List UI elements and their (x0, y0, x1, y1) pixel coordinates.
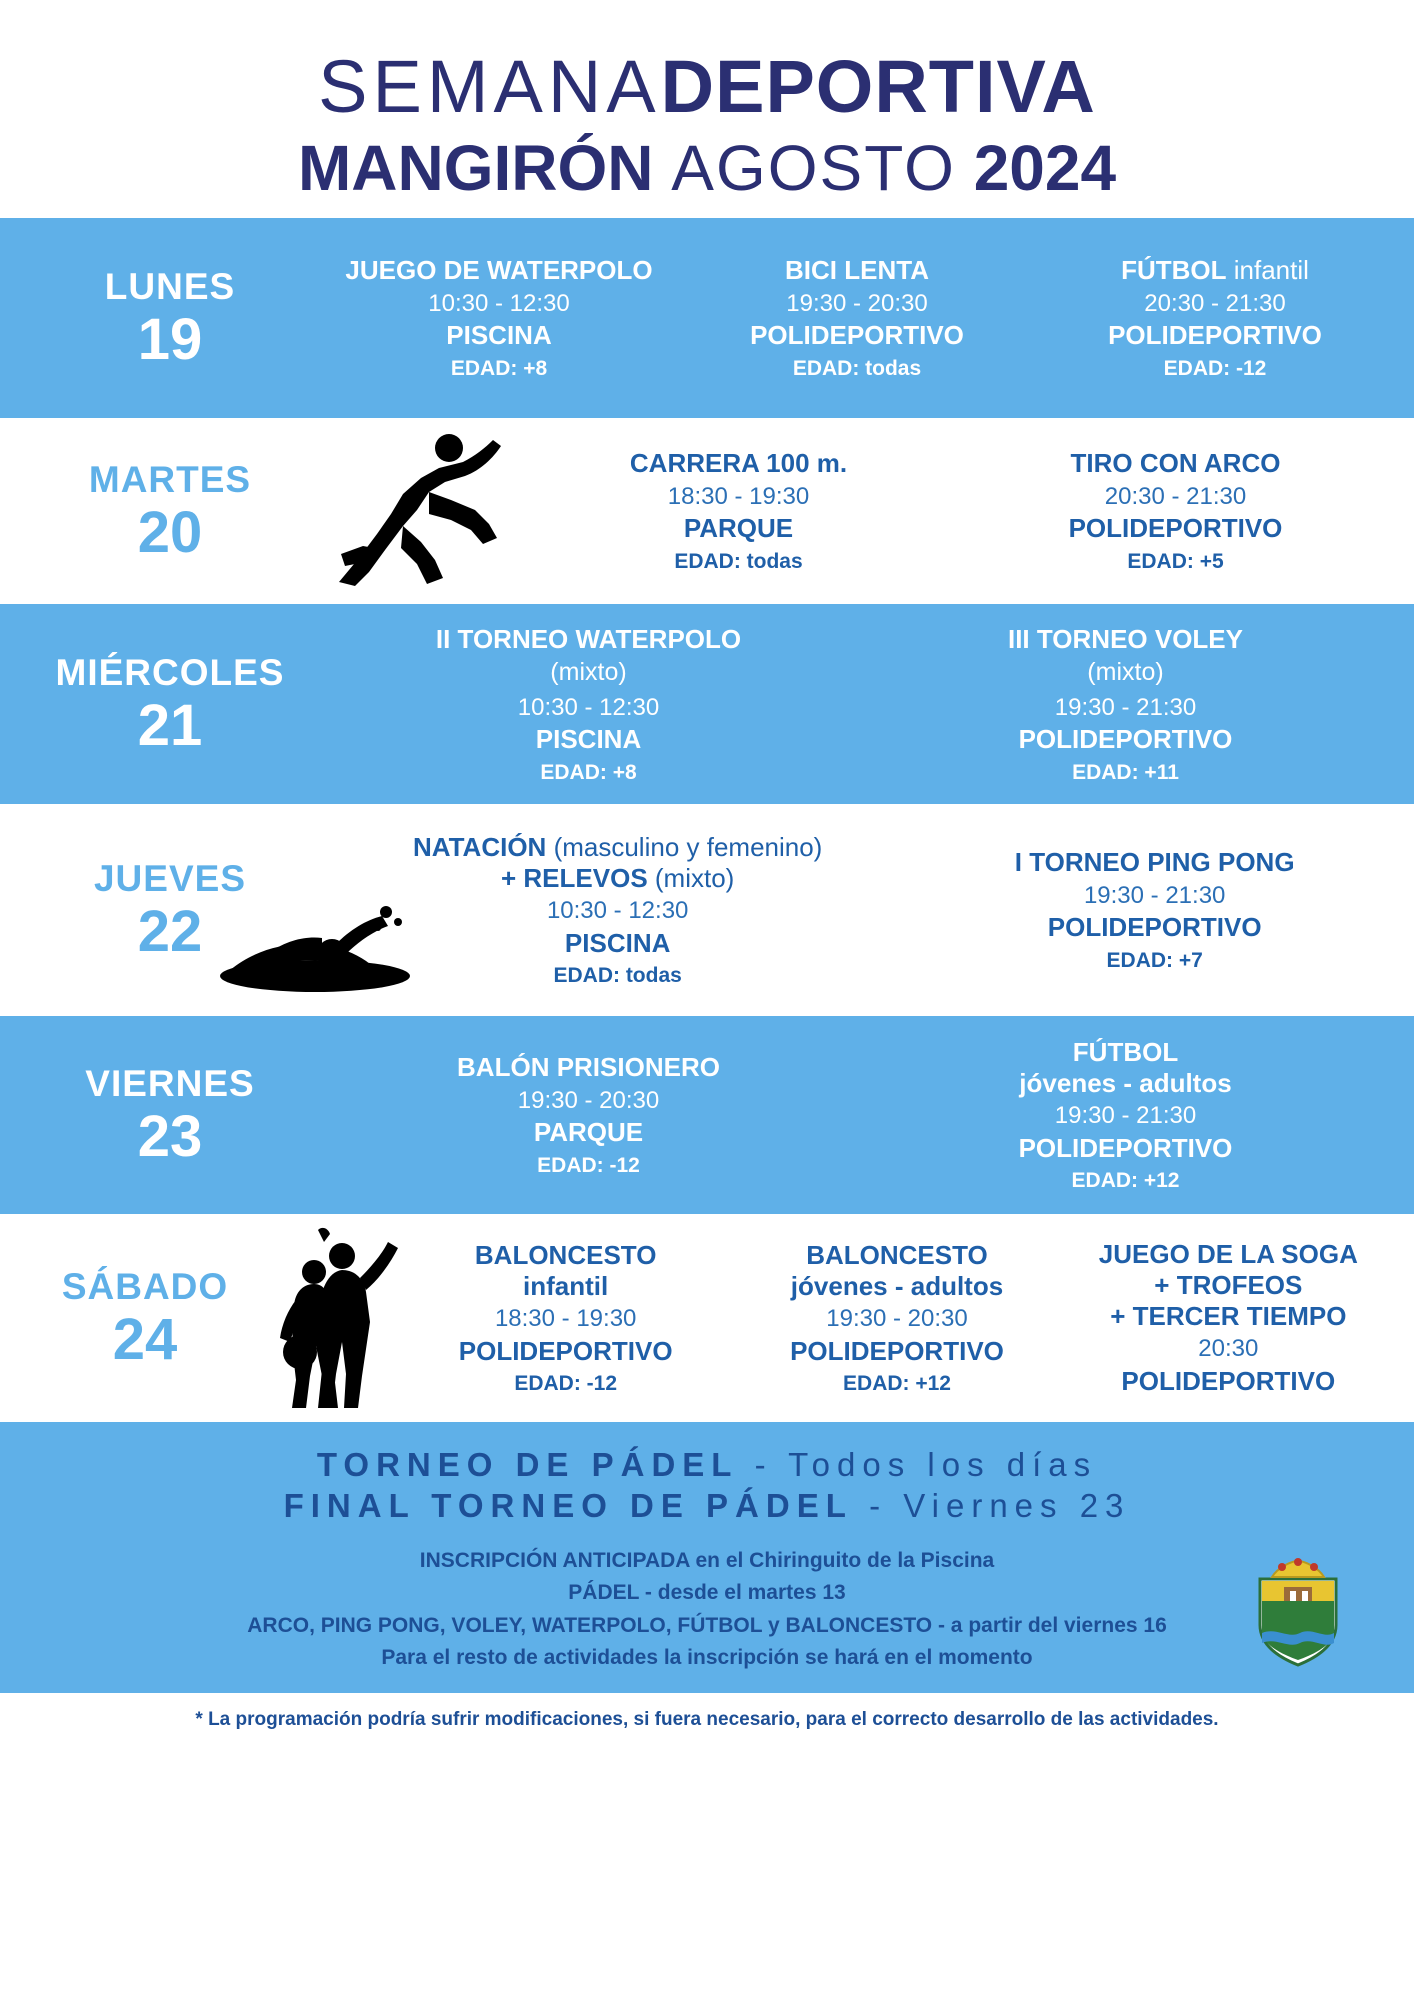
subtitle-mangiron: MANGIRÓN (297, 132, 654, 204)
event-title-second: + TROFEOS (1154, 1269, 1303, 1300)
day-row (0, 804, 1414, 1016)
padel-sub-1: - Todos los días (738, 1446, 1098, 1483)
event-title: II TORNEO WATERPOLO (435, 623, 742, 654)
event-time: 18:30 - 19:30 (494, 1305, 637, 1333)
event-age: EDAD: todas (674, 549, 803, 573)
padel-info (0, 1545, 1414, 1675)
event-card (320, 1052, 857, 1177)
event-card (1036, 255, 1394, 380)
event-place: POLIDEPORTIVO (1018, 724, 1233, 755)
day-number: 19 (137, 306, 203, 372)
day-label-lunes (20, 265, 320, 372)
event-age: EDAD: +11 (1072, 760, 1179, 784)
event-time: 19:30 - 21:30 (1054, 693, 1197, 721)
title-semana: SEMANA (318, 45, 661, 128)
day-events (400, 1239, 1394, 1397)
coat-of-arms-icon (1248, 1557, 1348, 1669)
page-subtitle (0, 132, 1414, 204)
event-title-sub: infantil (523, 1270, 609, 1301)
day-row (0, 604, 1414, 804)
event-age: EDAD: +5 (1127, 549, 1224, 573)
padel-title-2: FINAL TORNEO DE PÁDEL (283, 1487, 853, 1525)
day-name: SÁBADO (61, 1265, 229, 1307)
footnote: * La programación podría sufrir modificaciones, si fuera necesario, para el correcto desarrollo de las actividades. (0, 1693, 1414, 1743)
event-age: EDAD: -12 (1163, 356, 1267, 380)
event-title-third: + TERCER TIEMPO (1110, 1300, 1347, 1331)
event-title2-sub: (mixto) (647, 862, 735, 893)
event-title: BALONCESTO (474, 1240, 657, 1271)
title-deportiva: DEPORTIVA (660, 45, 1096, 128)
event-subtitle: (mixto) (550, 658, 627, 687)
day-label-martes (20, 458, 320, 565)
event-time: 19:30 - 21:30 (1054, 1102, 1197, 1130)
event-card (857, 624, 1394, 785)
event-place: POLIDEPORTIVO (458, 1335, 673, 1366)
event-time: 10:30 - 12:30 (428, 290, 570, 318)
day-events (320, 1037, 1394, 1193)
day-label-sabado (20, 1265, 270, 1372)
padel-title-1: TORNEO DE PÁDEL (316, 1446, 739, 1483)
day-row (0, 418, 1414, 604)
event-place: PISCINA (564, 927, 671, 958)
day-number: 21 (137, 692, 203, 758)
event-age: EDAD: -12 (537, 1153, 640, 1177)
subtitle-year: 2024 (973, 132, 1117, 204)
event-title: III TORNEO VOLEY (1007, 623, 1243, 654)
event-title-sub: jóvenes - adultos (1019, 1067, 1232, 1098)
event-title2-main: + RELEVOS (501, 862, 648, 893)
event-card (320, 832, 915, 988)
day-row (0, 218, 1414, 418)
day-number: 20 (137, 499, 203, 565)
event-title: JUEGO DE WATERPOLO (345, 255, 653, 286)
event-title-sub: (masculino y femenino) (546, 832, 823, 863)
subtitle-agosto: AGOSTO (671, 132, 956, 204)
event-title: TIRO CON ARCO (1070, 448, 1281, 479)
event-place: PISCINA (535, 724, 642, 755)
day-row (0, 1016, 1414, 1214)
event-card (1063, 1239, 1394, 1397)
event-card (915, 847, 1394, 972)
padel-sub-2: - Viernes 23 (852, 1487, 1131, 1525)
event-card (957, 448, 1394, 573)
day-events (320, 624, 1394, 785)
poster-header (0, 0, 1414, 218)
basketball-silhouette-icon (270, 1226, 400, 1411)
padel-info-line: ARCO, PING PONG, VOLEY, WATERPOLO, FÚTBOL y BALONCESTO - a partir del viernes 16 (247, 1613, 1167, 1637)
event-title-sub: infantil (1226, 255, 1309, 286)
padel-section (0, 1422, 1414, 1693)
event-title: I TORNEO PING PONG (1014, 847, 1295, 878)
event-time: 19:30 - 20:30 (786, 290, 928, 318)
event-card (520, 448, 957, 573)
event-age: EDAD: +7 (1106, 948, 1203, 972)
event-card (320, 624, 857, 785)
event-subtitle: (mixto) (1087, 658, 1164, 687)
event-card (678, 255, 1036, 380)
day-events (320, 255, 1394, 380)
event-place: PISCINA (446, 320, 552, 351)
event-card (731, 1240, 1062, 1396)
event-title (326, 832, 909, 863)
event-time: 10:30 - 12:30 (546, 897, 689, 925)
event-title: BALÓN PRISIONERO (457, 1052, 720, 1083)
day-events (520, 448, 1394, 573)
day-number: 22 (137, 898, 203, 964)
event-age: EDAD: +8 (540, 760, 637, 784)
event-place: PARQUE (533, 1117, 644, 1148)
event-title: CARRERA 100 m. (629, 448, 848, 479)
event-time: 18:30 - 19:30 (667, 483, 810, 511)
event-card (400, 1240, 731, 1396)
event-card (320, 255, 678, 380)
event-time: 19:30 - 20:30 (826, 1305, 968, 1333)
event-place: POLIDEPORTIVO (790, 1335, 1004, 1366)
day-name: MARTES (88, 458, 252, 500)
event-age: EDAD: -12 (514, 1371, 617, 1395)
day-label-viernes (20, 1062, 320, 1169)
padel-info-line: Para el resto de actividades la inscripción se hará en el momento (381, 1646, 1033, 1670)
padel-line-2 (0, 1485, 1414, 1526)
event-title: BALONCESTO (806, 1240, 988, 1271)
event-age: EDAD: todas (792, 356, 922, 380)
page-title (0, 45, 1414, 128)
event-time: 19:30 - 21:30 (1083, 882, 1226, 910)
event-place: POLIDEPORTIVO (1047, 912, 1262, 943)
day-events (320, 832, 1394, 988)
day-number: 24 (112, 1306, 178, 1372)
event-time: 19:30 - 20:30 (517, 1087, 660, 1115)
event-place: POLIDEPORTIVO (1018, 1132, 1233, 1163)
event-place: POLIDEPORTIVO (1068, 513, 1283, 544)
event-title (1042, 255, 1388, 286)
day-name: VIERNES (85, 1062, 255, 1104)
event-age: EDAD: +12 (1071, 1168, 1180, 1192)
day-label-miercoles (20, 651, 320, 758)
event-time: 20:30 (1198, 1335, 1259, 1363)
day-name: JUEVES (93, 857, 246, 899)
event-title-main: NATACIÓN (412, 832, 547, 863)
event-age: EDAD: todas (553, 963, 682, 987)
padel-line-1 (0, 1444, 1414, 1485)
day-name: LUNES (104, 265, 236, 307)
event-place: POLIDEPORTIVO (750, 320, 964, 351)
event-card (857, 1037, 1394, 1193)
event-title: BICI LENTA (785, 255, 929, 286)
event-time: 10:30 - 12:30 (517, 693, 660, 721)
event-title: JUEGO DE LA SOGA (1098, 1239, 1358, 1270)
event-place: POLIDEPORTIVO (1121, 1365, 1336, 1396)
event-place: POLIDEPORTIVO (1108, 320, 1322, 351)
runner-silhouette-icon (320, 426, 520, 596)
event-age: EDAD: +12 (843, 1371, 951, 1395)
event-time: 20:30 - 21:30 (1144, 290, 1286, 318)
event-title-sub: jóvenes - adultos (790, 1270, 1004, 1301)
event-place: PARQUE (683, 513, 794, 544)
event-age: EDAD: +8 (450, 356, 548, 380)
day-number: 23 (137, 1103, 203, 1169)
swimmer-silhouette-icon (210, 884, 420, 1009)
padel-info-line: PÁDEL - desde el martes 13 (568, 1581, 846, 1605)
day-name: MIÉRCOLES (55, 651, 285, 693)
event-title: FÚTBOL (1072, 1037, 1179, 1068)
event-title-main: FÚTBOL (1121, 255, 1227, 286)
day-row (0, 1214, 1414, 1422)
padel-info-line: INSCRIPCIÓN ANTICIPADA en el Chiringuito de la Piscina (419, 1548, 995, 1572)
event-time: 20:30 - 21:30 (1104, 483, 1247, 511)
